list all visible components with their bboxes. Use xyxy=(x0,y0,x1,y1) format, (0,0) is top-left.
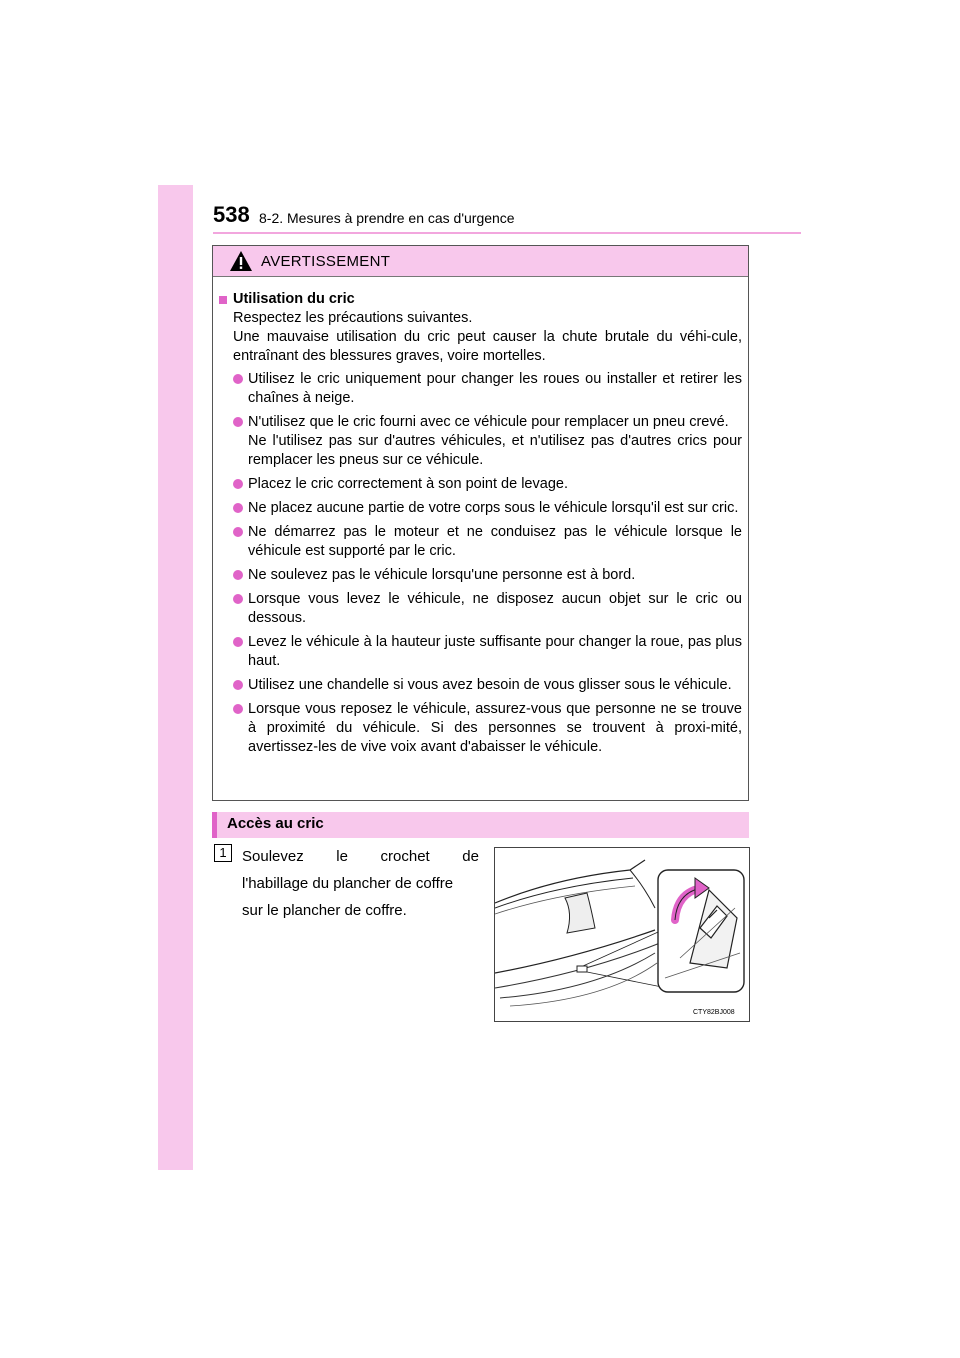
warning-triangle-icon xyxy=(229,250,253,272)
trunk-illustration xyxy=(494,847,750,1022)
warning-bullet: Lorsque vous levez le véhicule, ne disposez aucun objet sur le cric ou dessous. xyxy=(219,590,742,628)
access-heading-text: Accès au cric xyxy=(227,815,324,832)
warning-bullet: Ne démarrez pas le moteur et ne conduisez pas le véhicule lorsque le véhicule est supporté par le cric. xyxy=(219,523,742,561)
bullet-dot-icon xyxy=(233,570,243,580)
header-rule xyxy=(213,232,801,234)
step-line: l'habillage du plancher de coffre xyxy=(242,875,454,892)
side-color-band xyxy=(158,185,193,1170)
bullet-dot-icon xyxy=(233,594,243,604)
access-heading xyxy=(212,812,749,838)
warning-box xyxy=(212,245,749,801)
warning-bullet: Levez le véhicule à la hauteur juste suffisante pour changer la roue, pas plus haut. xyxy=(219,633,742,671)
page-number: 538 xyxy=(213,202,250,227)
warning-intro xyxy=(219,309,742,366)
bullet-dot-icon xyxy=(233,637,243,647)
warning-bullet: Ne placez aucune partie de votre corps sous le véhicule lorsqu'il est sur cric. xyxy=(219,499,742,518)
warning-bullet: Ne soulevez pas le véhicule lorsqu'une personne est à bord. xyxy=(219,566,742,585)
figure-code: CTY82BJ008 xyxy=(693,1009,735,1016)
warning-title: AVERTISSEMENT xyxy=(261,252,391,270)
bullet-dot-icon xyxy=(233,527,243,537)
square-bullet-icon xyxy=(219,296,227,304)
trunk-floor-hook-illustration xyxy=(495,848,749,1021)
bullet-dot-icon xyxy=(233,503,243,513)
step-instruction xyxy=(242,843,479,924)
bullet-dot-icon xyxy=(233,374,243,384)
warning-bullet: Placez le cric correctement à son point de levage. xyxy=(219,475,742,494)
bullet-dot-icon xyxy=(233,680,243,690)
warning-subtitle-text: Utilisation du cric xyxy=(233,291,355,307)
step-line: sur le plancher de coffre. xyxy=(242,902,407,919)
warning-bullet: Utilisez une chandelle si vous avez besoin de vous glisser sous le véhicule. xyxy=(219,676,742,695)
step-line: Soulevez le crochet de xyxy=(242,848,479,865)
warning-subtitle xyxy=(219,290,742,309)
warning-bullet: Lorsque vous reposez le véhicule, assurez-vous que personne ne se trouve à proximité du véhicule. Si des personnes se trouvent à proxi-mité, avertissez-les de vive voix avant d'abaisser le véhicule. xyxy=(219,700,742,757)
intro-line: Respectez les précautions suivantes. xyxy=(233,310,473,326)
intro-line: Une mauvaise utilisation du cric peut causer la chute brutale du véhi-cule, entraînant des blessures graves, voire mortelles. xyxy=(233,329,742,364)
bullet-dot-icon xyxy=(233,479,243,489)
warning-bullet: N'utilisez que le cric fourni avec ce véhicule pour remplacer un pneu crevé. Ne l'utilisez pas sur d'autres véhicules, et n'utilisez pas d'autres crics pour remplacer les pneus sur ce véhicule. xyxy=(219,413,742,470)
warning-bullet: Utilisez le cric uniquement pour changer les roues ou installer et retirer les chaînes à neige. xyxy=(219,370,742,408)
warning-header xyxy=(213,246,748,277)
bullet-dot-icon xyxy=(233,704,243,714)
warning-bullet-list xyxy=(219,370,742,757)
section-heading: 8-2. Mesures à prendre en cas d'urgence xyxy=(259,210,515,226)
bullet-dot-icon xyxy=(233,417,243,427)
step-number-badge: 1 xyxy=(214,844,232,862)
warning-body xyxy=(213,277,748,757)
